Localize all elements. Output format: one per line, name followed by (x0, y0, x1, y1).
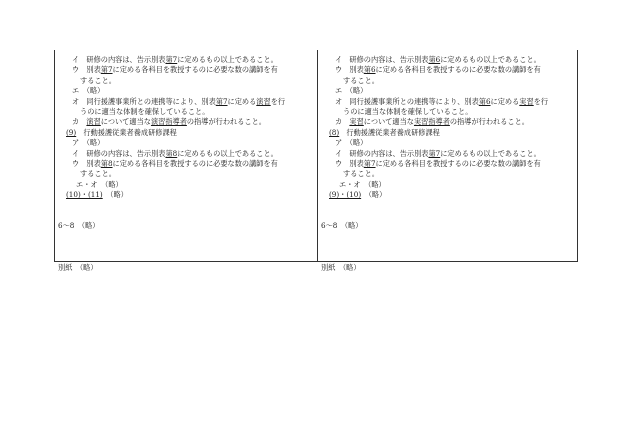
underlined-change: 第8 (100, 158, 113, 168)
text-segment: すること。 (80, 75, 116, 85)
text-segment: （略） (102, 190, 128, 200)
underlined-change: (9) (66, 127, 77, 137)
underlined-change: 第6 (363, 65, 376, 75)
text-segment: に定める各科目を教授するのに必要な数の講師を有 (375, 158, 541, 168)
blank-line (321, 200, 579, 210)
text-line (321, 55, 579, 65)
text-line (58, 117, 316, 127)
text-segment: エ （略） (72, 86, 105, 96)
text-line (58, 169, 316, 179)
text-line (321, 76, 579, 86)
text-segment: に定めるもの以上であること。 (440, 148, 541, 158)
text-line (321, 221, 579, 231)
blank-line (58, 232, 316, 242)
underlined-change: 第6 (428, 55, 441, 64)
text-segment: を行 (270, 96, 286, 106)
text-line (321, 86, 579, 96)
underlined-change: 演習指導者 (150, 117, 187, 127)
text-segment: に定める各科目を教授するのに必要な数の講師を有 (375, 65, 541, 75)
text-line (58, 263, 316, 273)
text-line (58, 180, 316, 190)
text-segment: に定めるもの以上であること。 (440, 55, 541, 64)
text-line (58, 65, 316, 75)
text-line (321, 138, 579, 148)
text-segment: に定める各科目を教授するのに必要な数の講師を有 (112, 158, 278, 168)
text-segment: イ 研修の内容は、告示別表 (72, 55, 166, 64)
text-line (58, 128, 316, 138)
underlined-change: 第6 (478, 96, 491, 106)
blank-line (321, 242, 579, 252)
blank-line (58, 211, 316, 221)
text-segment: ウ 別表 (335, 65, 364, 75)
blank-line (321, 252, 579, 262)
text-segment: うのに適当な体制を確保していること。 (343, 106, 473, 116)
blank-line (321, 232, 579, 242)
text-segment: に定める (490, 96, 520, 106)
text-segment: に定めるもの以上であること。 (177, 148, 278, 158)
underlined-change: 第7 (165, 55, 178, 64)
revised-column (58, 55, 316, 273)
comparison-table (54, 50, 578, 272)
text-line (321, 180, 579, 190)
underlined-change: 第7 (428, 148, 441, 158)
text-line (58, 97, 316, 107)
text-segment: オ 同行援護事業所との連携等により、別表 (335, 96, 479, 106)
text-line (321, 107, 579, 117)
text-line (321, 97, 579, 107)
text-line (58, 138, 316, 148)
text-segment: イ 研修の内容は、告示別表 (335, 55, 429, 64)
underlined-change: (9)・(10) (329, 190, 362, 200)
text-segment: について適当な (363, 117, 414, 127)
blank-line (321, 211, 579, 221)
text-segment: 行動援護従業者養成研修課程 (76, 127, 177, 137)
text-segment: すること。 (80, 169, 116, 179)
text-segment: すること。 (343, 75, 379, 85)
underlined-change: (8) (329, 127, 340, 137)
text-line (58, 149, 316, 159)
text-segment: イ 研修の内容は、告示別表 (335, 148, 429, 158)
text-segment: について適当な (100, 117, 151, 127)
text-line (321, 190, 579, 200)
text-line (58, 190, 316, 200)
underlined-change: 第8 (165, 148, 178, 158)
current-column (321, 55, 579, 273)
text-segment: 別紙 （略） (58, 262, 98, 272)
text-segment: エ （略） (335, 86, 368, 96)
underlined-change: 第7 (215, 96, 228, 106)
text-segment: の指導が行われること。 (186, 117, 266, 127)
text-line (58, 86, 316, 96)
text-line (321, 65, 579, 75)
text-line (321, 149, 579, 159)
text-line (321, 169, 579, 179)
text-segment: カ (72, 117, 87, 127)
text-line (58, 55, 316, 65)
underlined-change: (10)・(11) (66, 190, 103, 200)
text-segment: ア （略） (72, 138, 105, 148)
blank-line (58, 242, 316, 252)
underlined-change: 実習指導者 (413, 117, 450, 127)
text-line (321, 263, 579, 273)
text-segment: に定めるもの以上であること。 (177, 55, 278, 64)
text-segment: イ 研修の内容は、告示別表 (72, 148, 166, 158)
text-segment: 行動援護従業者養成研修課程 (339, 127, 440, 137)
blank-line (58, 200, 316, 210)
blank-line (58, 252, 316, 262)
text-line (321, 159, 579, 169)
text-line (58, 76, 316, 86)
underlined-change: 演習 (256, 96, 271, 106)
text-segment: を行 (533, 96, 549, 106)
text-line (58, 107, 316, 117)
underlined-change: 演習 (86, 117, 101, 127)
column-divider (317, 50, 318, 261)
text-segment: （略） (361, 190, 387, 200)
text-segment: ア （略） (335, 138, 368, 148)
text-segment: うのに適当な体制を確保していること。 (80, 106, 210, 116)
text-segment: エ・オ （略） (339, 179, 386, 189)
underlined-change: 実習 (349, 117, 364, 127)
text-segment: オ 同行援護事業所との連携等により、別表 (72, 96, 216, 106)
text-segment: すること。 (343, 169, 379, 179)
text-segment: エ・オ （略） (76, 179, 123, 189)
text-segment: カ (335, 117, 350, 127)
text-segment: に定める (227, 96, 257, 106)
text-line (58, 221, 316, 231)
text-segment: の指導が行われること。 (449, 117, 529, 127)
text-line (58, 159, 316, 169)
underlined-change: 第7 (363, 158, 376, 168)
text-line (321, 117, 579, 127)
underlined-change: 第7 (100, 65, 113, 75)
text-segment: ウ 別表 (72, 158, 101, 168)
text-segment: 別紙 （略） (321, 262, 361, 272)
underlined-change: 実習 (519, 96, 534, 106)
text-line (321, 128, 579, 138)
text-segment: ウ 別表 (72, 65, 101, 75)
text-segment: に定める各科目を教授するのに必要な数の講師を有 (112, 65, 278, 75)
text-segment: ウ 別表 (335, 158, 364, 168)
text-segment: 6～8 （略） (58, 221, 100, 231)
text-segment: 6～8 （略） (321, 221, 363, 231)
